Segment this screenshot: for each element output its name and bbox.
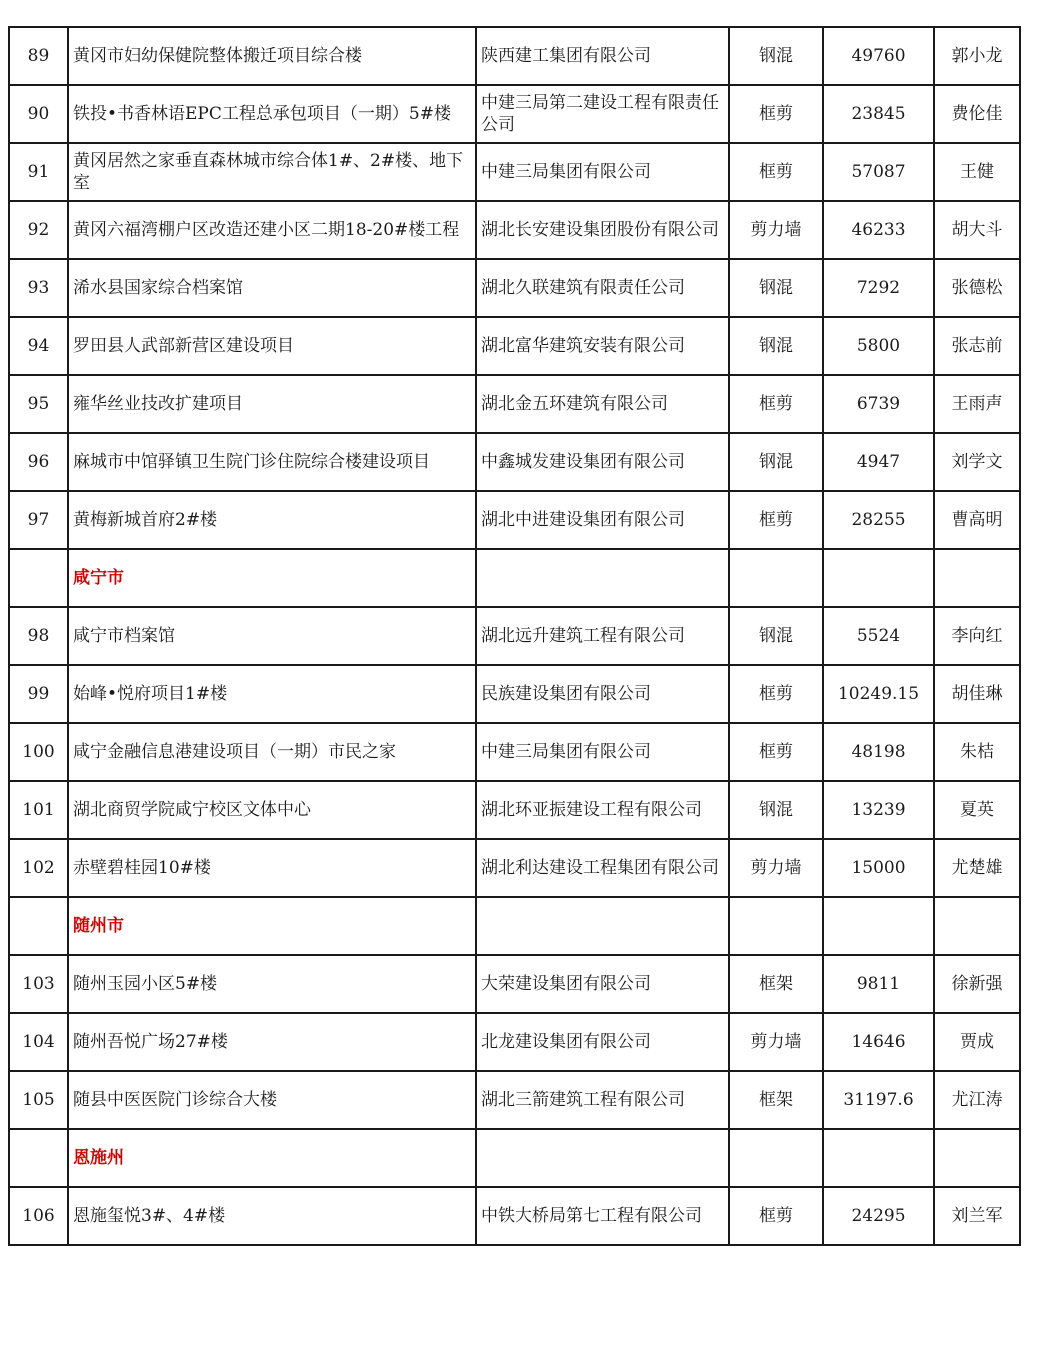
row-number: 93 xyxy=(9,259,68,317)
region-company-cell xyxy=(476,549,729,607)
project-name: 黄梅新城首府2#楼 xyxy=(68,491,476,549)
building-area: 14646 xyxy=(823,1013,934,1071)
project-manager: 胡大斗 xyxy=(934,201,1020,259)
table-row xyxy=(9,665,1020,723)
structure-type: 剪力墙 xyxy=(729,839,823,897)
structure-type: 框剪 xyxy=(729,723,823,781)
construction-company: 中建三局第二建设工程有限责任公司 xyxy=(476,85,729,143)
region-no-cell xyxy=(9,549,68,607)
project-name: 黄冈六福湾棚户区改造还建小区二期18-20#楼工程 xyxy=(68,201,476,259)
building-area: 9811 xyxy=(823,955,934,1013)
construction-company: 湖北利达建设工程集团有限公司 xyxy=(476,839,729,897)
structure-type: 框剪 xyxy=(729,85,823,143)
building-area: 5524 xyxy=(823,607,934,665)
building-area: 49760 xyxy=(823,27,934,85)
table-row xyxy=(9,375,1020,433)
construction-company: 中建三局集团有限公司 xyxy=(476,143,729,201)
region-structure-cell xyxy=(729,1129,823,1187)
construction-company: 民族建设集团有限公司 xyxy=(476,665,729,723)
table-row xyxy=(9,955,1020,1013)
construction-company: 北龙建设集团有限公司 xyxy=(476,1013,729,1071)
row-number: 100 xyxy=(9,723,68,781)
structure-type: 剪力墙 xyxy=(729,201,823,259)
project-manager: 郭小龙 xyxy=(934,27,1020,85)
project-manager: 刘兰军 xyxy=(934,1187,1020,1245)
row-number: 101 xyxy=(9,781,68,839)
table-row xyxy=(9,723,1020,781)
region-no-cell xyxy=(9,897,68,955)
building-area: 7292 xyxy=(823,259,934,317)
structure-type: 钢混 xyxy=(729,781,823,839)
construction-company: 中建三局集团有限公司 xyxy=(476,723,729,781)
project-name: 始峰•悦府项目1#楼 xyxy=(68,665,476,723)
project-manager: 刘学文 xyxy=(934,433,1020,491)
project-name: 咸宁市档案馆 xyxy=(68,607,476,665)
region-header-row xyxy=(9,549,1020,607)
project-name: 随县中医医院门诊综合大楼 xyxy=(68,1071,476,1129)
building-area: 23845 xyxy=(823,85,934,143)
structure-type: 剪力墙 xyxy=(729,1013,823,1071)
structure-type: 钢混 xyxy=(729,317,823,375)
building-area: 4947 xyxy=(823,433,934,491)
structure-type: 框架 xyxy=(729,1071,823,1129)
construction-company: 大荣建设集团有限公司 xyxy=(476,955,729,1013)
project-manager: 张德松 xyxy=(934,259,1020,317)
project-manager: 张志前 xyxy=(934,317,1020,375)
project-name: 随州吾悦广场27#楼 xyxy=(68,1013,476,1071)
project-manager: 徐新强 xyxy=(934,955,1020,1013)
project-manager: 费伦佳 xyxy=(934,85,1020,143)
construction-company: 湖北长安建设集团股份有限公司 xyxy=(476,201,729,259)
region-header-row xyxy=(9,897,1020,955)
construction-company: 湖北远升建筑工程有限公司 xyxy=(476,607,729,665)
project-manager: 贾成 xyxy=(934,1013,1020,1071)
building-area: 46233 xyxy=(823,201,934,259)
row-number: 91 xyxy=(9,143,68,201)
construction-company: 湖北中进建设集团有限公司 xyxy=(476,491,729,549)
table-row xyxy=(9,491,1020,549)
construction-company: 湖北环亚振建设工程有限公司 xyxy=(476,781,729,839)
region-name: 咸宁市 xyxy=(68,549,476,607)
table-row xyxy=(9,1187,1020,1245)
structure-type: 钢混 xyxy=(729,607,823,665)
building-area: 13239 xyxy=(823,781,934,839)
row-number: 94 xyxy=(9,317,68,375)
project-name: 黄冈居然之家垂直森林城市综合体1#、2#楼、地下室 xyxy=(68,143,476,201)
project-table xyxy=(8,26,1021,1246)
table-row xyxy=(9,201,1020,259)
row-number: 95 xyxy=(9,375,68,433)
building-area: 5800 xyxy=(823,317,934,375)
project-manager: 王雨声 xyxy=(934,375,1020,433)
building-area: 15000 xyxy=(823,839,934,897)
row-number: 106 xyxy=(9,1187,68,1245)
table-row xyxy=(9,143,1020,201)
region-person-cell xyxy=(934,1129,1020,1187)
region-company-cell xyxy=(476,1129,729,1187)
region-structure-cell xyxy=(729,897,823,955)
project-name: 麻城市中馆驿镇卫生院门诊住院综合楼建设项目 xyxy=(68,433,476,491)
project-name: 黄冈市妇幼保健院整体搬迁项目综合楼 xyxy=(68,27,476,85)
table-row xyxy=(9,1013,1020,1071)
table-row xyxy=(9,607,1020,665)
row-number: 96 xyxy=(9,433,68,491)
region-area-cell xyxy=(823,549,934,607)
project-manager: 朱桔 xyxy=(934,723,1020,781)
table-row xyxy=(9,27,1020,85)
region-area-cell xyxy=(823,1129,934,1187)
project-manager: 胡佳琳 xyxy=(934,665,1020,723)
project-manager: 李向红 xyxy=(934,607,1020,665)
building-area: 24295 xyxy=(823,1187,934,1245)
project-name: 雍华丝业技改扩建项目 xyxy=(68,375,476,433)
construction-company: 湖北金五环建筑有限公司 xyxy=(476,375,729,433)
building-area: 48198 xyxy=(823,723,934,781)
project-table-body xyxy=(9,27,1020,1245)
structure-type: 框架 xyxy=(729,955,823,1013)
construction-company: 湖北富华建筑安装有限公司 xyxy=(476,317,729,375)
table-row xyxy=(9,839,1020,897)
row-number: 90 xyxy=(9,85,68,143)
region-person-cell xyxy=(934,549,1020,607)
region-name: 恩施州 xyxy=(68,1129,476,1187)
structure-type: 钢混 xyxy=(729,259,823,317)
project-name: 随州玉园小区5#楼 xyxy=(68,955,476,1013)
row-number: 92 xyxy=(9,201,68,259)
construction-company: 中铁大桥局第七工程有限公司 xyxy=(476,1187,729,1245)
building-area: 31197.6 xyxy=(823,1071,934,1129)
project-manager: 尤江涛 xyxy=(934,1071,1020,1129)
row-number: 103 xyxy=(9,955,68,1013)
table-row xyxy=(9,259,1020,317)
building-area: 57087 xyxy=(823,143,934,201)
building-area: 28255 xyxy=(823,491,934,549)
table-row xyxy=(9,433,1020,491)
region-company-cell xyxy=(476,897,729,955)
project-manager: 曹高明 xyxy=(934,491,1020,549)
region-area-cell xyxy=(823,897,934,955)
region-header-row xyxy=(9,1129,1020,1187)
row-number: 98 xyxy=(9,607,68,665)
construction-company: 湖北三箭建筑工程有限公司 xyxy=(476,1071,729,1129)
project-name: 铁投•书香林语EPC工程总承包项目（一期）5#楼 xyxy=(68,85,476,143)
structure-type: 框剪 xyxy=(729,143,823,201)
row-number: 99 xyxy=(9,665,68,723)
row-number: 102 xyxy=(9,839,68,897)
construction-company: 中鑫城发建设集团有限公司 xyxy=(476,433,729,491)
project-manager: 王健 xyxy=(934,143,1020,201)
project-name: 恩施玺悦3#、4#楼 xyxy=(68,1187,476,1245)
row-number: 97 xyxy=(9,491,68,549)
table-row xyxy=(9,317,1020,375)
project-manager: 夏英 xyxy=(934,781,1020,839)
project-name: 湖北商贸学院咸宁校区文体中心 xyxy=(68,781,476,839)
structure-type: 钢混 xyxy=(729,433,823,491)
row-number: 105 xyxy=(9,1071,68,1129)
project-name: 浠水县国家综合档案馆 xyxy=(68,259,476,317)
structure-type: 钢混 xyxy=(729,27,823,85)
row-number: 104 xyxy=(9,1013,68,1071)
structure-type: 框剪 xyxy=(729,375,823,433)
table-row xyxy=(9,85,1020,143)
building-area: 6739 xyxy=(823,375,934,433)
table-row xyxy=(9,1071,1020,1129)
row-number: 89 xyxy=(9,27,68,85)
project-name: 咸宁金融信息港建设项目（一期）市民之家 xyxy=(68,723,476,781)
structure-type: 框剪 xyxy=(729,491,823,549)
region-no-cell xyxy=(9,1129,68,1187)
structure-type: 框剪 xyxy=(729,1187,823,1245)
region-person-cell xyxy=(934,897,1020,955)
region-structure-cell xyxy=(729,549,823,607)
building-area: 10249.15 xyxy=(823,665,934,723)
table-row xyxy=(9,781,1020,839)
project-name: 罗田县人武部新营区建设项目 xyxy=(68,317,476,375)
region-name: 随州市 xyxy=(68,897,476,955)
construction-company: 湖北久联建筑有限责任公司 xyxy=(476,259,729,317)
project-manager: 尤楚雄 xyxy=(934,839,1020,897)
structure-type: 框剪 xyxy=(729,665,823,723)
project-name: 赤壁碧桂园10#楼 xyxy=(68,839,476,897)
construction-company: 陕西建工集团有限公司 xyxy=(476,27,729,85)
